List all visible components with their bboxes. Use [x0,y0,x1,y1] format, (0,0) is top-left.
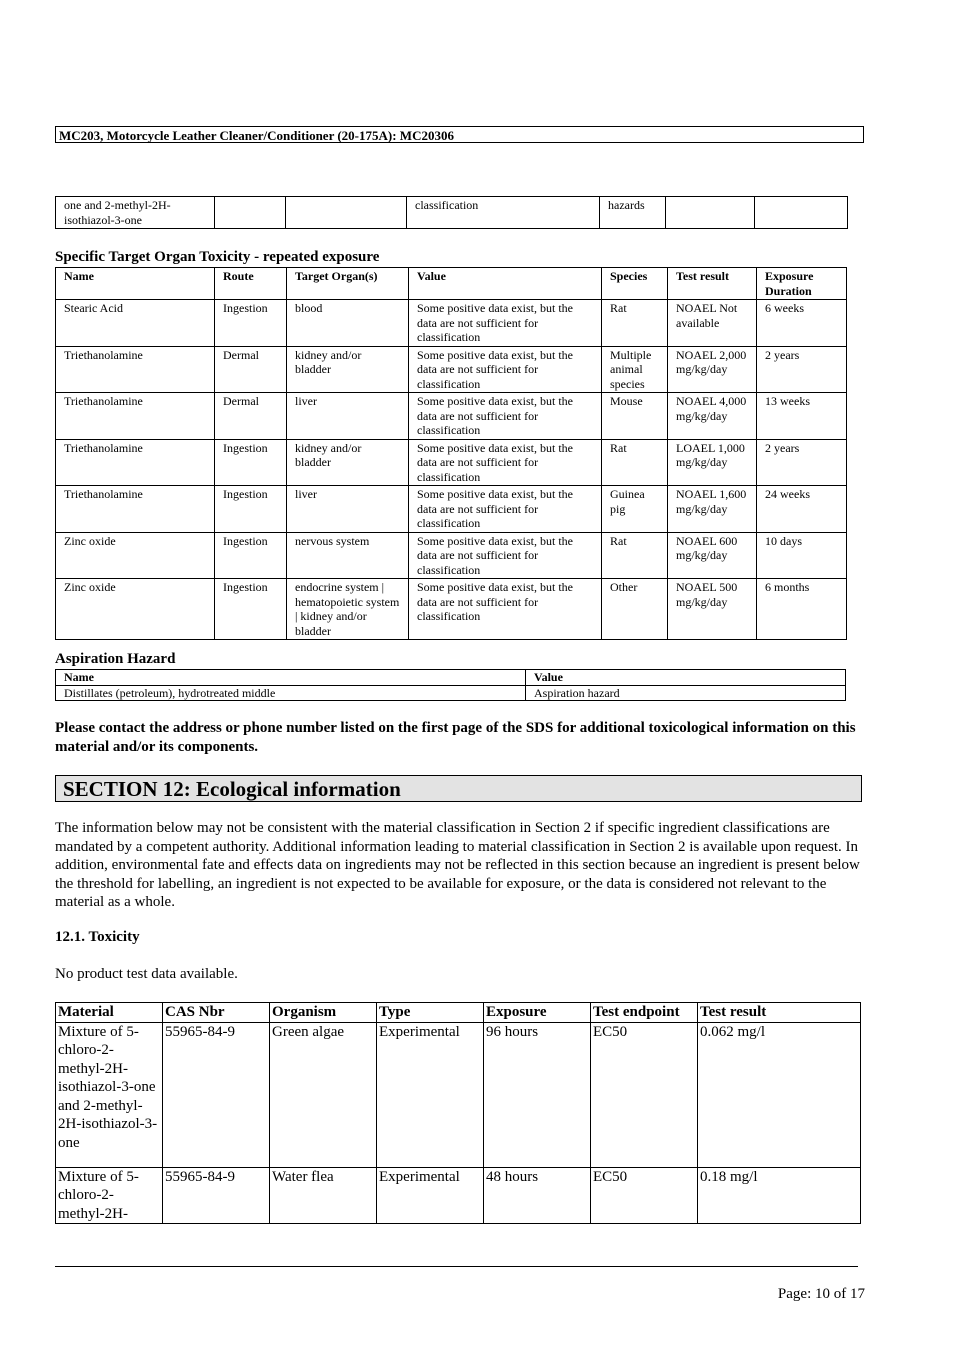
table-cell: Ingestion [215,579,287,640]
table-cell: Zinc oxide [56,579,215,640]
table-cell: NOAEL 500 mg/kg/day [668,579,757,640]
table-cell: Ingestion [215,486,287,533]
column-header: Organism [270,1003,377,1023]
table-cell: Mouse [602,393,668,440]
table-cell: hazards [600,197,666,229]
stot-heading: Specific Target Organ Toxicity - repeated exposure [55,249,380,265]
table-row [56,393,847,440]
toxicity-subheading: 12.1. Toxicity [55,929,140,945]
table-cell: Triethanolamine [56,439,215,486]
table-cell: 6 months [757,579,847,640]
table-cell: Multiple animal species [602,346,668,393]
table-header-row [56,670,846,686]
document-header: MC203, Motorcycle Leather Cleaner/Conditioner (20-175A): MC20306 [55,126,864,143]
table-row [56,197,848,229]
column-header: Material [56,1003,163,1023]
table-cell: LOAEL 1,000 mg/kg/day [668,439,757,486]
table-row [56,439,847,486]
table-cell: Experimental [377,1022,484,1167]
column-header: Type [377,1003,484,1023]
table-row [56,1022,861,1167]
table-cell: Some positive data exist, but the data are not sufficient for classification [409,486,602,533]
table-cell: Experimental [377,1167,484,1224]
table-cell: EC50 [591,1022,698,1167]
table-cell: Zinc oxide [56,532,215,579]
table-cell: Green algae [270,1022,377,1167]
table-cell: Water flea [270,1167,377,1224]
contact-note: Please contact the address or phone number listed on the first page of the SDS for additional toxicological information on this material and/or its components. [55,720,856,755]
continued-table [55,196,848,229]
table-cell: Aspiration hazard [526,685,846,701]
table-cell: Mixture of 5-chloro-2-methyl-2H-isothiazol-3-one and 2-methyl-2H-isothiazol-3-one [56,1022,163,1167]
column-header: Exposure Duration [757,268,847,300]
aspiration-table [55,669,846,701]
table-cell: Some positive data exist, but the data are not sufficient for classification [409,439,602,486]
table-cell: 0.062 mg/l [698,1022,861,1167]
table-row [56,685,846,701]
section-12-title: SECTION 12: Ecological information [55,775,862,802]
table-cell: NOAEL 4,000 mg/kg/day [668,393,757,440]
no-data-note: No product test data available. [55,966,238,982]
table-cell: Rat [602,300,668,347]
table-cell: blood [287,300,409,347]
table-cell: 6 weeks [757,300,847,347]
table-cell: Stearic Acid [56,300,215,347]
table-cell: 24 weeks [757,486,847,533]
table-cell: 10 days [757,532,847,579]
table-cell: Dermal [215,393,287,440]
table-cell: kidney and/or bladder [287,439,409,486]
table-cell: liver [287,393,409,440]
table-cell: Ingestion [215,532,287,579]
column-header: Test result [698,1003,861,1023]
column-header: Name [56,670,526,686]
table-cell: Some positive data exist, but the data are not sufficient for classification [409,346,602,393]
table-cell: Mixture of 5-chloro-2-methyl-2H- [56,1167,163,1224]
table-cell: nervous system [287,532,409,579]
table-header-row [56,1003,861,1023]
table-cell: Triethanolamine [56,486,215,533]
table-cell: 48 hours [484,1167,591,1224]
table-cell: NOAEL Not available [668,300,757,347]
table-cell: 55965-84-9 [163,1167,270,1224]
column-header: Name [56,268,215,300]
table-row [56,486,847,533]
stot-table [55,267,847,640]
table-row [56,346,847,393]
table-cell: 96 hours [484,1022,591,1167]
table-cell [286,197,407,229]
table-cell: NOAEL 1,600 mg/kg/day [668,486,757,533]
table-cell: Other [602,579,668,640]
table-cell: Guinea pig [602,486,668,533]
column-header: Test result [668,268,757,300]
eco-toxicity-table [55,1002,861,1224]
table-cell: Triethanolamine [56,346,215,393]
table-cell: liver [287,486,409,533]
column-header: Value [526,670,846,686]
table-cell: 2 years [757,439,847,486]
table-cell: endocrine system | hematopoietic system | kidney and/or bladder [287,579,409,640]
table-cell: Distillates (petroleum), hydrotreated middle [56,685,526,701]
table-cell [755,197,848,229]
table-cell: Rat [602,532,668,579]
table-cell: one and 2-methyl-2H-isothiazol-3-one [56,197,215,229]
table-cell [666,197,755,229]
table-cell [215,197,286,229]
table-cell: Some positive data exist, but the data are not sufficient for classification [409,579,602,640]
aspiration-heading: Aspiration Hazard [55,651,176,667]
table-row [56,579,847,640]
table-cell: Some positive data exist, but the data are not sufficient for classification [409,532,602,579]
table-cell: Rat [602,439,668,486]
table-cell: Some positive data exist, but the data are not sufficient for classification [409,300,602,347]
table-header-row [56,268,847,300]
table-cell: Ingestion [215,439,287,486]
table-cell: kidney and/or bladder [287,346,409,393]
table-cell: Triethanolamine [56,393,215,440]
table-cell: EC50 [591,1167,698,1224]
column-header: Test endpoint [591,1003,698,1023]
column-header: Species [602,268,668,300]
column-header: Target Organ(s) [287,268,409,300]
column-header: CAS Nbr [163,1003,270,1023]
footer-divider [55,1266,858,1267]
section-12-intro: The information below may not be consistent with the material classification in Section 2 if specific ingredient classifications are mandated by a competent authority. Additional information leading to material classification in Section 2 is available upon request. In addition, environmental fate and effects data on ingredients may not be reflected in this section because an ingredient is present below the threshold for labelling, an ingredient is not expected to be available for exposure, or the data is considered not relevant to the material as a whole. [55,820,860,910]
page-number: Page: 10 of 17 [777,1286,865,1302]
table-cell: classification [407,197,600,229]
column-header: Exposure [484,1003,591,1023]
table-cell: 0.18 mg/l [698,1167,861,1224]
table-cell: Some positive data exist, but the data are not sufficient for classification [409,393,602,440]
table-row [56,300,847,347]
table-cell: 13 weeks [757,393,847,440]
column-header: Route [215,268,287,300]
table-cell: Dermal [215,346,287,393]
table-cell: Ingestion [215,300,287,347]
table-cell: 2 years [757,346,847,393]
column-header: Value [409,268,602,300]
table-row [56,1167,861,1224]
table-cell: NOAEL 600 mg/kg/day [668,532,757,579]
table-row [56,532,847,579]
table-cell: NOAEL 2,000 mg/kg/day [668,346,757,393]
table-cell: 55965-84-9 [163,1022,270,1167]
